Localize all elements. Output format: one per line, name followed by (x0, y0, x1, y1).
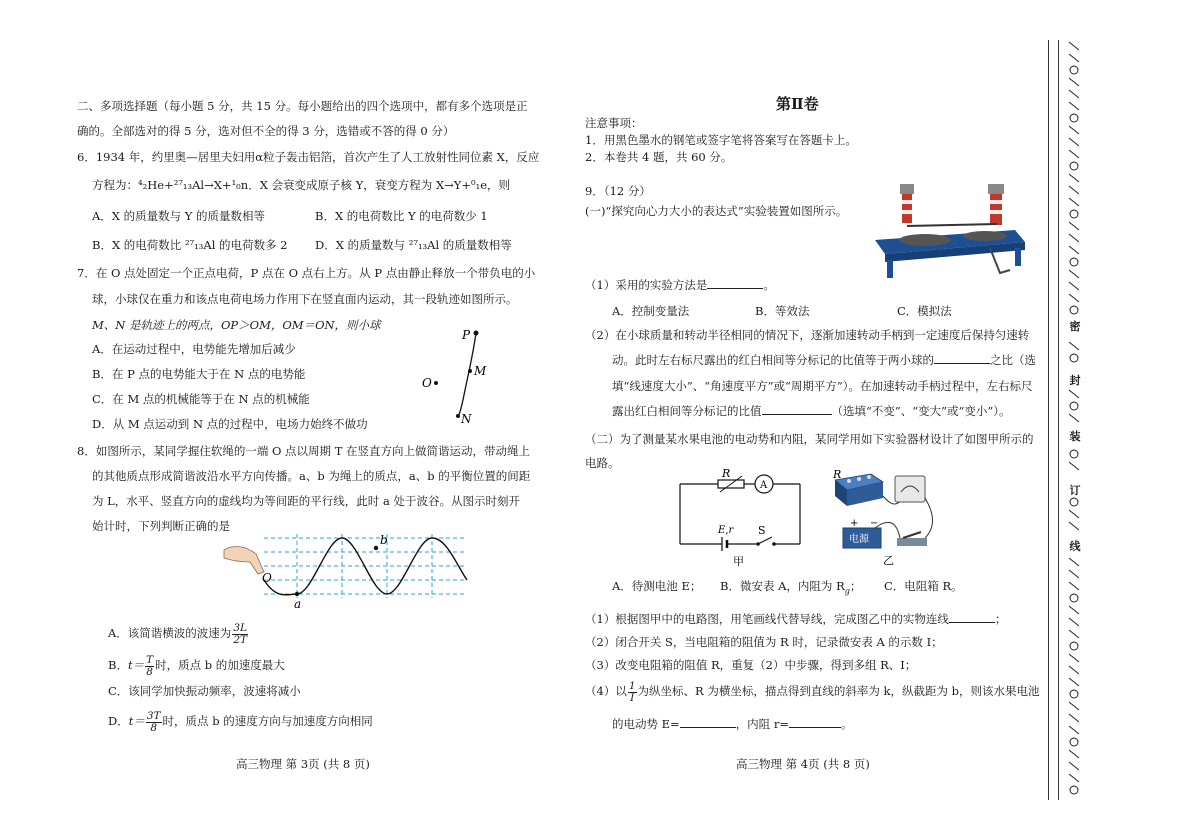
label-er: E,r (718, 525, 734, 536)
pattern-slash (1069, 654, 1079, 662)
p1-question-1 (585, 277, 775, 293)
notice-heading: 注意事项： (585, 116, 643, 130)
binding-line-left (1048, 40, 1049, 800)
step-1-text: （1）根据图甲中的电路图，用笔画线代替导线，完成图乙中的实物连线 (585, 612, 949, 626)
q7-option-b: B．在 P 点的电势能大于在 N 点的电势能 (92, 367, 306, 381)
q8-d-t: t＝ (128, 714, 145, 728)
switch-icon (758, 537, 772, 544)
equipment-a: A．待测电池 E； (612, 579, 702, 593)
pattern-circle (1070, 354, 1078, 362)
right-page-footer: 高三物理 第 4页 (共 8 页) (736, 757, 870, 771)
pattern-slash (1069, 762, 1079, 770)
scale-left-red (902, 193, 912, 223)
pattern-slash (1069, 270, 1079, 278)
q8-stem-4: 始计时，下列判断正确的是 (92, 519, 230, 533)
switch-lever (903, 532, 921, 538)
step-4-pre: （4）以 (585, 684, 627, 698)
label-s: S (758, 524, 766, 537)
q8-a-text: A．该简谐横波的波速为 (108, 626, 232, 640)
pattern-slash (1069, 126, 1079, 134)
seal-char-zhuang: 装 (1069, 430, 1081, 443)
notice-2: 2．本卷共 4 题，共 60 分。 (585, 150, 733, 164)
p1-option-a: A．控制变量法 (612, 304, 690, 318)
pattern-slash (1069, 726, 1079, 734)
q8-b-fraction (145, 655, 154, 678)
pattern-slash (1069, 138, 1079, 146)
q8-d-text: 时，质点 b 的速度方向与加速度方向相同 (162, 714, 373, 728)
label-a: a (294, 597, 302, 610)
q8-wave-figure (222, 528, 472, 610)
label-o: O (422, 376, 432, 390)
label-r-box: R (833, 468, 842, 481)
arm (907, 224, 997, 226)
pulley-left (899, 234, 951, 246)
binding-line-right (1058, 40, 1059, 800)
seal-char-mi: 密 (1069, 320, 1081, 333)
label-jia: 甲 (733, 555, 744, 568)
switch-base (897, 538, 927, 546)
q7-stem-3: M、N 是轨迹上的两点，OP＞OM，OM＝ON，则小球 (92, 318, 381, 332)
pattern-slash (1069, 606, 1079, 614)
pattern-slash (1069, 54, 1079, 62)
cap-right (988, 184, 1004, 194)
pattern-slash (1069, 294, 1079, 302)
pattern-circle (1070, 738, 1078, 746)
pattern-slash (1069, 390, 1079, 398)
left-page-footer: 高三物理 第 3页 (共 8 页) (236, 757, 370, 771)
pattern-circle (1070, 210, 1078, 218)
seal-char-feng: 封 (1069, 374, 1081, 387)
step-4-num: 1 (628, 679, 636, 692)
microammeter-icon (895, 476, 925, 502)
pattern-slash (1069, 90, 1079, 98)
point-a (295, 592, 299, 596)
p1q2d-text: 露出红白相间等分标记的比值 (612, 404, 762, 418)
pattern-slash (1069, 414, 1079, 422)
pattern-slash (1069, 150, 1079, 158)
point-m (468, 369, 472, 373)
q7-stem-2: 球，小球仅在重力和该点电荷电场力作用下在竖直面内运动，其一段轨迹如图所示。 (92, 292, 518, 306)
point-o (434, 381, 438, 385)
leg-right (1015, 248, 1021, 266)
p1q2b-end: 之比（选 (990, 353, 1036, 367)
q8-option-d (108, 707, 373, 735)
resistance-blank[interactable] (789, 716, 841, 728)
pattern-slash (1069, 750, 1079, 758)
binding-pattern (1060, 40, 1088, 810)
pattern-circle (1070, 690, 1078, 698)
step-3: （3）改变电阻箱的阻值 R，重复（2）中步骤，得到多组 R、I； (585, 658, 917, 672)
pattern-slash (1069, 510, 1079, 518)
label-b: b (380, 533, 388, 547)
p1-option-c: C．模拟法 (897, 304, 952, 318)
step-1 (585, 611, 1006, 627)
pattern-slash (1069, 570, 1079, 578)
hand-icon (224, 547, 264, 574)
label-plus: + (850, 518, 859, 529)
pattern-slash (1069, 342, 1079, 350)
pattern-circle (1070, 306, 1078, 314)
q7-trajectory-figure (410, 325, 490, 425)
q7-option-c: C．在 M 点的机械能等于在 N 点的机械能 (92, 392, 310, 406)
pattern-circle (1070, 642, 1078, 650)
q6-stem-1: 6．1934 年，约里奥—居里夫妇用α粒子轰击铝箔，首次产生了人工放射性同位素 X，反应 (77, 150, 540, 164)
label-p: P (462, 328, 471, 342)
q6-option-a: A．X 的质量数与 Y 的质量数相等 (92, 209, 266, 223)
label-power: 电源 (849, 534, 869, 545)
part1-intro: (一)“探究向心力大小的表达式”实验装置如图所示。 (585, 204, 848, 218)
q8-b-num: T (146, 653, 154, 666)
p1q2d-end: （选填“不变”、“变大”或“变小”）。 (831, 404, 1011, 418)
pattern-circle (1070, 258, 1078, 266)
p1-question-2c: 填“线速度大小”、“角速度平方”或“周期平方”）。在加速转动手柄过程中，左右标尺 (612, 379, 1033, 393)
scale-right-white-2 (990, 210, 1002, 214)
q8-stem-3: 为 L，水平、竖直方向的虚线均为等间距的平行线，此时 a 处于波谷。从图示时刻开 (92, 494, 520, 508)
pattern-circle (1070, 498, 1078, 506)
section2-heading: 二、多项选择题（每小题 5 分，共 15 分。每小题给出的四个选项中，都有多个选项是正 (77, 99, 528, 113)
pattern-slash (1069, 582, 1079, 590)
q8-option-b (108, 651, 285, 679)
pattern-slash (1069, 198, 1079, 206)
scale-left-white-1 (902, 200, 912, 204)
step-1-end: ； (994, 612, 1007, 626)
pattern-slash (1069, 102, 1079, 110)
pattern-slash (1069, 222, 1079, 230)
pattern-slash (1069, 522, 1079, 530)
p1-question-2a: （2）在小球质量和转动半径相同的情况下，逐渐加速转动手柄到一定速度后保持匀速转 (585, 328, 1030, 342)
pattern-circle (1070, 594, 1078, 602)
pattern-slash (1069, 774, 1079, 782)
part2-intro-1: （二）为了测量某水果电池的电动势和内阻，某同学用如下实验器材设计了如图甲所示的 (585, 432, 1034, 446)
step-4 (585, 677, 1039, 705)
pattern-slash (1069, 558, 1079, 566)
pattern-circle (1070, 66, 1078, 74)
step-1-blank[interactable] (949, 611, 995, 623)
knob-3 (867, 475, 871, 479)
step-5-end: 。 (840, 717, 853, 731)
pattern-circle (1070, 402, 1078, 410)
q8-b-text: 时，质点 b 的加速度最大 (155, 658, 285, 672)
label-ammeter: A (760, 480, 768, 491)
step-4-fraction (628, 681, 637, 704)
pattern-slash (1069, 234, 1079, 242)
equipment-b-text: B．微安表 A，内阻为 R (720, 579, 845, 593)
point-b (374, 546, 378, 550)
knob-2 (857, 477, 861, 481)
slash-circle-pattern (1069, 42, 1079, 794)
label-minus: − (870, 518, 879, 529)
scale-right-white-1 (990, 200, 1002, 204)
q8-stem-2: 的其他质点形成简谐波沿水平方向传播。a、b 为绳上的质点，a、b 的平衡位置的间距 (92, 469, 531, 483)
p1q2-blank-2[interactable] (762, 403, 832, 415)
pattern-slash (1069, 702, 1079, 710)
equipment-b-end: ； (849, 579, 862, 593)
knob-1 (847, 479, 851, 483)
q8-option-c: C．该同学加快振动频率，波速将减小 (108, 684, 301, 698)
pattern-circle (1070, 162, 1078, 170)
p1q1-text: （1）采用的实验方法是 (585, 278, 708, 292)
p1q1-end: 。 (763, 278, 775, 292)
circuit-diagram-jia (670, 468, 815, 568)
pattern-circle (1070, 786, 1078, 794)
equipment-c: C．电阻箱 R。 (884, 579, 963, 593)
pattern-slash (1069, 630, 1079, 638)
pattern-slash (1069, 186, 1079, 194)
pattern-slash (1069, 462, 1079, 470)
seal-char-ding: 订 (1069, 484, 1081, 497)
equipment-b-sub: g (844, 586, 850, 596)
p1-option-b: B．等效法 (755, 304, 810, 318)
p1-question-2d (612, 403, 1011, 419)
notice-1: 1．用黑色墨水的钢笔或签字笔将答案写在答题卡上。 (585, 133, 857, 147)
step-2: （2）闭合开关 S，当电阻箱的阻值为 R 时，记录微安表 A 的示数 I； (585, 635, 943, 649)
q8-d-num: 3T (146, 709, 161, 722)
label-r: R (722, 468, 731, 480)
q6-option-b: B．X 的电荷数比 Y 的电荷数少 1 (315, 209, 488, 223)
pattern-circle (1070, 114, 1078, 122)
pattern-slash (1069, 246, 1079, 254)
point-n (456, 414, 460, 418)
section-title: 第Ⅱ卷 (776, 95, 819, 113)
q8-d-label: D． (108, 714, 129, 728)
q6-stem-2: 方程为：⁴₂He+²⁷₁₃Al→X+¹₀n．X 会衰变成原子核 Y，衰变方程为 X→Y+⁰₁e，则 (92, 178, 511, 192)
q7-stem-1: 7．在 O 点处固定一个正点电荷，P 点在 O 点右上方。从 P 点由静止释放一个带负电的小 (77, 266, 536, 280)
pattern-slash (1069, 282, 1079, 290)
scale-right-red (990, 193, 1002, 225)
wire-2 (925, 498, 933, 538)
q8-option-a (108, 619, 249, 647)
pattern-slash (1069, 174, 1079, 182)
label-n: N (461, 412, 472, 425)
centripetal-apparatus-figure (865, 178, 1030, 283)
emf-blank[interactable] (680, 716, 736, 728)
step-5 (612, 716, 852, 732)
leg-left (887, 260, 893, 278)
step-4-den: I (630, 691, 635, 704)
label-o: O (262, 571, 272, 585)
step-5-pre: 的电动势 E= (612, 717, 680, 731)
seal-char-xian: 线 (1069, 540, 1081, 553)
physical-setup-yi (825, 468, 945, 568)
label-m: M (474, 364, 487, 378)
pattern-slash (1069, 78, 1079, 86)
scale-left-white-2 (902, 210, 912, 214)
step-4-post: 为纵坐标、R 为横坐标，描点得到直线的斜率为 k，纵截距为 b，则该水果电池 (637, 684, 1040, 698)
q7-option-d: D．从 M 点运动到 N 点的过程中，电场力始终不做功 (92, 417, 368, 431)
q8-b-t: t＝ (127, 658, 145, 672)
part2-intro-2: 电路。 (585, 456, 620, 470)
p1q1-blank[interactable] (707, 277, 763, 289)
step-5-mid: ，内阻 r= (735, 717, 789, 731)
q8-a-den: 2T (233, 633, 247, 646)
q6-option-d: D．X 的质量数与 ²⁷₁₃Al 的质量数相等 (315, 238, 512, 252)
q8-stem-1: 8．如图所示，某同学握住软绳的一端 O 点以周期 T 在竖直方向上做简谐运动，带动绳上 (77, 444, 531, 458)
q8-b-label: B． (108, 658, 128, 672)
q8-b-den: 8 (146, 665, 153, 678)
grid-lines (264, 534, 467, 598)
q6-option-c: B．X 的电荷数比 ²⁷₁₃Al 的电荷数多 2 (92, 238, 288, 252)
q8-a-num: 3L (233, 621, 247, 634)
equipment-b (720, 578, 861, 599)
cap-left (900, 184, 914, 194)
section2-instructions: 确的。全部选对的得 5 分，选对但不全的得 3 分，选错或不答的得 0 分） (77, 124, 455, 138)
q9-heading: 9．（12 分） (585, 184, 651, 198)
q7-option-a: A．在运动过程中，电势能先增加后减少 (92, 342, 296, 356)
pattern-slash (1069, 618, 1079, 626)
p1-question-2b (612, 352, 1036, 368)
pattern-slash (1069, 42, 1079, 50)
pattern-slash (1069, 714, 1079, 722)
point-p (474, 331, 479, 336)
pattern-circle (1070, 450, 1078, 458)
p1q2-blank-1[interactable] (934, 352, 990, 364)
p1q2b-text: 动。此时左右标尺露出的红白相间等分标记的比值等于两小球的 (612, 353, 934, 367)
pattern-slash (1069, 666, 1079, 674)
pulley-right (963, 231, 1007, 241)
q8-d-fraction (146, 711, 162, 734)
q8-d-den: 8 (150, 721, 158, 734)
q8-a-fraction (232, 623, 248, 646)
pattern-slash (1069, 678, 1079, 686)
label-yi: 乙 (883, 554, 894, 567)
